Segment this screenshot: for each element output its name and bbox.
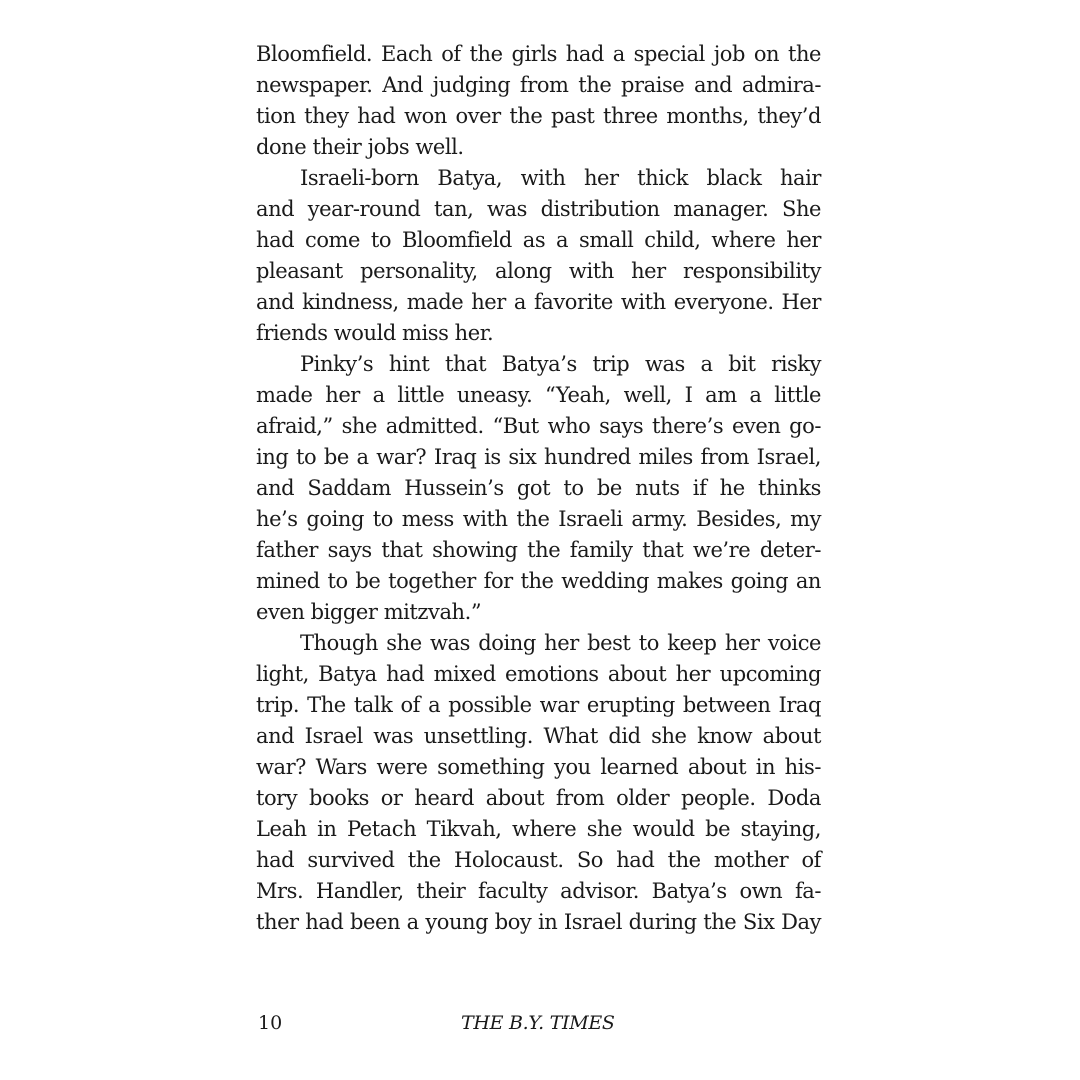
text-line: Pinky’s hint that Batya’s trip was a bit risky xyxy=(300,352,821,376)
text-line: Israeli-born Batya, with her thick black hair xyxy=(300,166,821,190)
text-line: Mrs. Handler, their faculty advisor. Batya’s own fa- xyxy=(256,879,821,903)
text-line: and Israel was unsettling. What did she know about xyxy=(256,724,821,748)
running-title: THE B.Y. TIMES xyxy=(461,1012,615,1034)
text-line: tory books or heard about from older people. Doda xyxy=(256,786,821,810)
text-line: and year-round tan, was distribution manager. She xyxy=(256,197,821,221)
text-line: ing to be a war? Iraq is six hundred miles from Israel, xyxy=(256,445,821,469)
page-footer xyxy=(256,1012,821,1042)
text-line: father says that showing the family that we’re deter- xyxy=(256,538,821,562)
text-line: had come to Bloomfield as a small child, where her xyxy=(256,228,821,252)
body-text xyxy=(256,39,821,938)
text-line: Leah in Petach Tikvah, where she would be staying, xyxy=(256,817,821,841)
text-line: Though she was doing her best to keep her voice xyxy=(300,631,821,655)
page-number: 10 xyxy=(258,1012,283,1034)
text-line: afraid,” she admitted. “But who says there’s even go- xyxy=(256,414,821,438)
text-line: friends would miss her. xyxy=(256,321,494,345)
text-line: tion they had won over the past three months, they’d xyxy=(256,104,821,128)
text-line: trip. The talk of a possible war erupting between Iraq xyxy=(256,693,821,717)
text-line: made her a little uneasy. “Yeah, well, I am a little xyxy=(256,383,821,407)
text-line: light, Batya had mixed emotions about her upcoming xyxy=(256,662,821,686)
text-line: and kindness, made her a favorite with everyone. Her xyxy=(256,290,821,314)
text-line: and Saddam Hussein’s got to be nuts if he thinks xyxy=(256,476,821,500)
text-line: Bloomfield. Each of the girls had a special job on the xyxy=(256,42,821,66)
text-line: ther had been a young boy in Israel during the Six Day xyxy=(256,910,821,934)
text-line: war? Wars were something you learned about in his- xyxy=(256,755,821,779)
text-line: had survived the Holocaust. So had the mother of xyxy=(256,848,821,872)
text-line: done their jobs well. xyxy=(256,135,464,159)
text-line: even bigger mitzvah.” xyxy=(256,600,482,624)
text-line: he’s going to mess with the Israeli army. Besides, my xyxy=(256,507,821,531)
text-line: newspaper. And judging from the praise and admira- xyxy=(256,73,821,97)
text-line: pleasant personality, along with her responsibility xyxy=(256,259,821,283)
text-line: mined to be together for the wedding makes going an xyxy=(256,569,821,593)
